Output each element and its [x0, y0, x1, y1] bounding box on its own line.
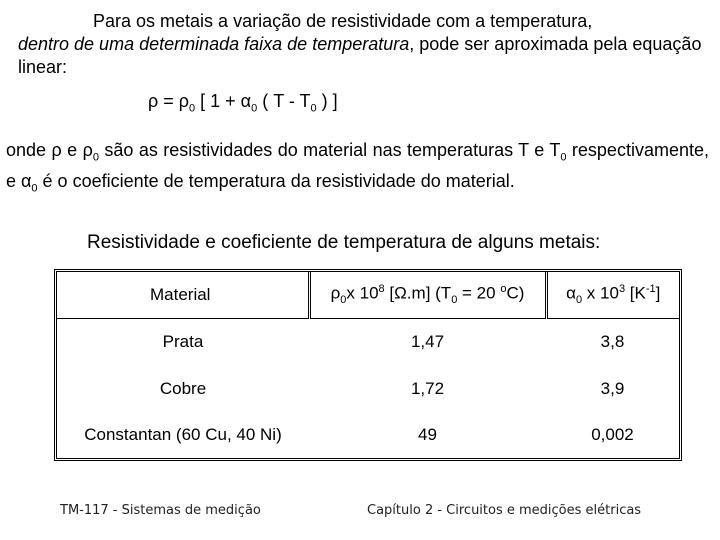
intro-italic: dentro de uma determinada faixa de temperatura: [18, 34, 410, 54]
table-caption: Resistividade e coeficiente de temperatura de alguns metais:: [87, 232, 601, 253]
cell-resistivity: 49: [418, 424, 437, 444]
header-sup: -1: [645, 283, 656, 296]
header-sub: 0: [451, 294, 458, 307]
header-alpha-symbol: α: [566, 284, 576, 304]
formula-sub: 0: [251, 102, 258, 115]
explanation-text: respectivamente, e: [6, 140, 709, 191]
cell-coefficient: 3,8: [600, 332, 625, 352]
intro-line-1: Para os metais a variação de resistividade com a temperatura,: [93, 11, 593, 31]
intro-rest: , pode ser aproximada pela equação linear:: [18, 34, 702, 77]
header-coefficient: [546, 272, 679, 319]
footer-course: TM-117 - Sistemas de medição: [60, 503, 261, 518]
explanation-text: é o coeficiente de temperatura da resistividade do material.: [37, 170, 515, 191]
header-material: Material: [57, 272, 309, 319]
table-row: [57, 319, 679, 366]
resistivity-formula: [148, 91, 338, 115]
metals-table: [54, 269, 682, 461]
header-text: x 10: [346, 284, 379, 304]
formula-paren: ( T - T: [257, 91, 311, 111]
formula-bracket: [ 1 +: [195, 91, 241, 111]
cell-resistivity: 1,72: [410, 378, 445, 398]
formula-alpha: α: [240, 91, 252, 111]
explanation-sub: 0: [31, 182, 38, 195]
explanation-sub: 0: [560, 151, 567, 164]
explanation-symbol: ρ: [82, 140, 93, 160]
header-resistivity: [309, 272, 546, 319]
formula-rho0: ρ: [178, 91, 190, 111]
explanation-symbol: ρ: [51, 140, 62, 160]
formula-rho: ρ: [148, 91, 159, 111]
formula-close: ) ]: [316, 91, 338, 111]
header-text: = 20: [457, 284, 501, 304]
explanation-text: são as resistividades do material nas temperaturas T e T: [98, 140, 561, 160]
cell-coefficient: 0,002: [591, 424, 634, 444]
cell-material: Constantan (60 Cu, 40 Ni): [84, 424, 282, 444]
cell-material: Cobre: [159, 378, 207, 398]
explanation-text: onde: [6, 140, 52, 160]
explanation-symbol: α: [21, 170, 32, 191]
formula-eq: =: [158, 91, 179, 111]
header-sup: 3: [618, 283, 626, 296]
header-sub: 0: [340, 294, 347, 307]
intro-line-2: [18, 33, 708, 79]
cell-resistivity: 1,47: [410, 332, 445, 352]
table-row: [57, 366, 679, 412]
header-text: ]: [655, 284, 661, 304]
header-text: [K: [625, 284, 646, 304]
header-rho-symbol: ρ: [330, 284, 341, 304]
header-sup: 8: [378, 283, 385, 296]
explanation-paragraph: [6, 139, 709, 200]
header-text: x 10: [582, 284, 619, 304]
intro-paragraph: [18, 10, 708, 79]
table-header-row: [57, 272, 679, 319]
formula-sub: 0: [310, 102, 317, 115]
cell-coefficient: 3,9: [600, 378, 625, 398]
explanation-text: e: [61, 140, 83, 160]
explanation-sub: 0: [92, 151, 99, 164]
table-row: [57, 412, 679, 458]
header-text: [Ω.m] (T: [384, 284, 452, 304]
footer-chapter: Capítulo 2 - Circuitos e medições elétricas: [367, 503, 642, 518]
header-sub: 0: [575, 294, 583, 307]
header-sup: o: [500, 283, 507, 296]
header-text: C): [506, 284, 525, 304]
cell-material: Prata: [162, 332, 204, 352]
formula-sub: 0: [189, 102, 196, 115]
